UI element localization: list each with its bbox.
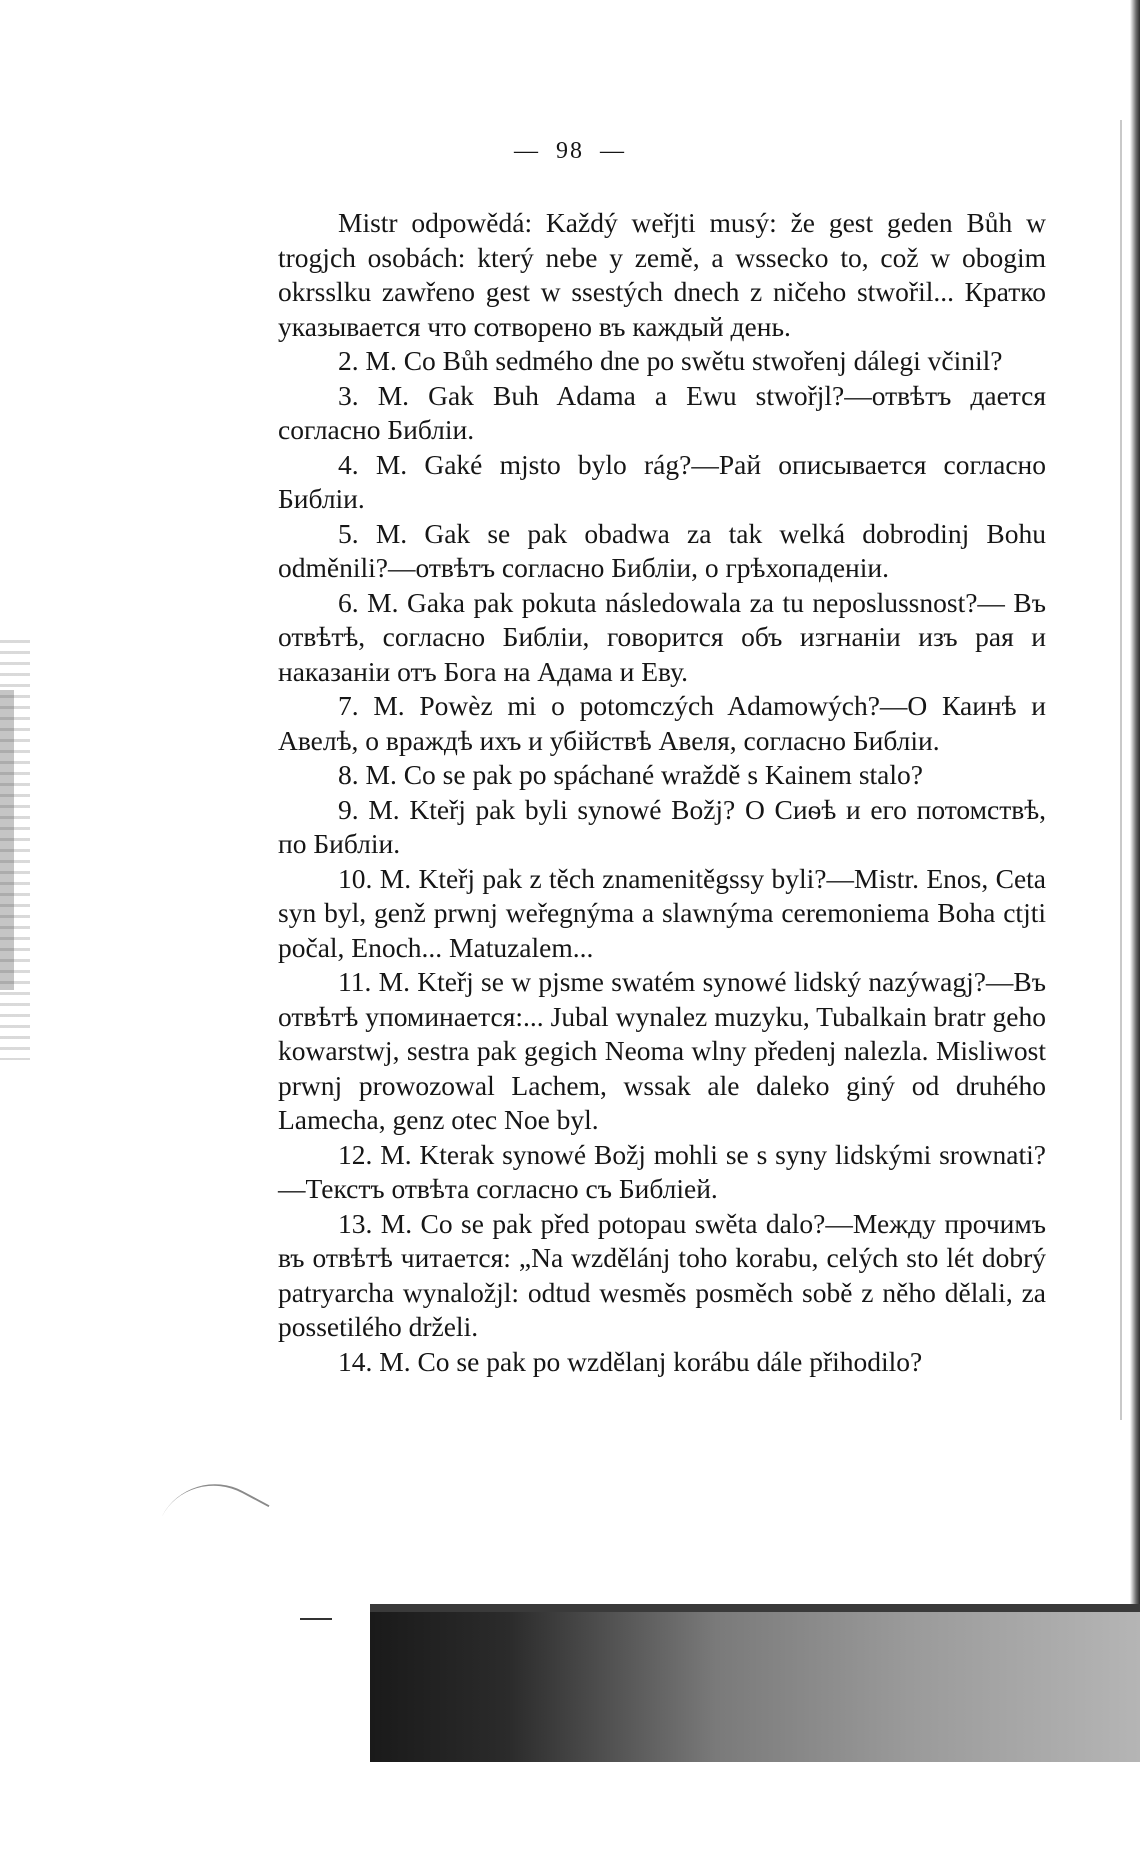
bottom-scan-shadow — [370, 1612, 1140, 1762]
paragraph-13: 13. M. Co se pak před potopau swěta dalo?—Между прочимъ въ отвѣтѣ читается: „Na wzdělánj toho korabu, celých sto lét dobrý patryarcha wynaložjl: odtud wesměs posměch sobě z něho dělali, za possetilého drželi. — [278, 1207, 1046, 1342]
right-edge-shadow — [1130, 0, 1140, 1760]
bottom-mark — [300, 1618, 332, 1620]
paragraph-11: 11. M. Kteřj se w pjsme swatém synowé lidský nazýwagj?—Въ отвѣтѣ упоминается:... Jubal wynalez muzyku, Tubalkain bratr geho kowarstwj, sestra pak gegich Neoma wlny předenj nalezla. Misliwost prwnj prowozowal Lachem, wssak ale daleko giný od druhého Lamecha, genz otec Noe byl. — [278, 966, 1046, 1135]
paragraph-8: 8. M. Co se pak po spáchané wraždě s Kainem stalo? — [338, 759, 923, 790]
paragraph-1: Mistr odpowědá: Každý weřjti musý: že gest geden Bůh w trogjch osobách: který nebe y země, a wssecko to, což w obogim okrsslku zawřeno gest w ssestých dnech z ničeho stwořil... Кратко указывается что сотворено въ каждый день. — [278, 207, 1046, 342]
bottom-margin — [0, 1762, 1140, 1850]
page-number — [0, 138, 1140, 165]
right-edge-line — [1120, 120, 1122, 1420]
page-number-dash-left: — — [514, 138, 540, 164]
paragraph-4: 4. M. Gaké mjsto bylo rág?—Рай описывается согласно Библіи. — [278, 448, 1046, 514]
paragraph-2: 2. M. Co Bůh sedmého dne po swětu stwořenj dálegi včinil? — [338, 345, 1003, 376]
paragraph-9: 9. M. Kteřj pak byli synowé Božj? О Сиѳѣ и его потомствѣ, по Библіи. — [278, 793, 1046, 859]
paragraph-6: 6. M. Gaka pak pokuta následowala za tu neposlussnost?— Въ отвѣтѣ, согласно Библіи, говорится объ изгнаніи изъ рая и наказаніи отъ Бога на Адама и Еву. — [278, 586, 1046, 687]
left-margin-shadow — [0, 690, 14, 990]
paragraph-7: 7. M. Powèz mi o potomczých Adamowých?—О Каинѣ и Авелѣ, о враждѣ ихъ и убійствѣ Авеля, согласно Библіи. — [278, 690, 1046, 756]
page-number-dash-right: — — [600, 138, 626, 164]
page-number-value: 98 — [556, 138, 584, 164]
paragraph-5: 5. M. Gak se pak obadwa za tak welká dobrodinj Bohu odměnili?—отвѣтъ согласно Библіи, о грѣхопаденіи. — [278, 517, 1046, 583]
body-text — [278, 206, 1046, 1379]
page-curl-mark — [156, 1463, 269, 1569]
paragraph-14: 14. M. Co se pak po wzdělanj korábu dále přihodilo? — [338, 1345, 923, 1377]
paragraph-12: 12. M. Kterak synowé Božj mohli se s syny lidskými srownati?—Текстъ отвѣта согласно съ Библіей. — [278, 1138, 1046, 1204]
paragraph-3: 3. M. Gak Buh Adama a Ewu stwořjl?—отвѣтъ дается согласно Библіи. — [278, 379, 1046, 445]
paragraph-10: 10. M. Kteřj pak z těch znamenitěgssy byli?—Mistr. Enos, Ceta syn byl, genž prwnj weřegnýma a slawnýma ceremoniema Boha ctjti počal, Enoch... Matuzalem... — [278, 862, 1046, 963]
